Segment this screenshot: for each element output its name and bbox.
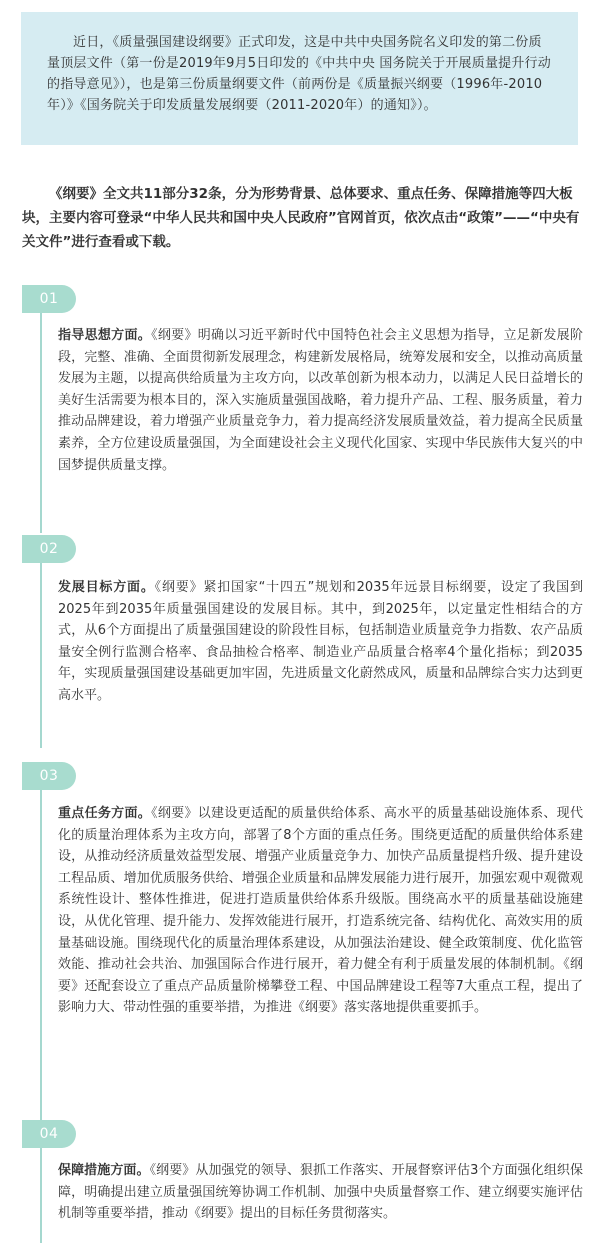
section-rail: [40, 298, 42, 533]
section-heading: 重点任务方面。: [58, 806, 152, 821]
section-number-badge: 03: [22, 762, 76, 790]
section-text: 《纲要》明确以习近平新时代中国特色社会主义思想为指导，立足新发展阶段，完整、准确、全面贯彻新发展理念，构建新发展格局，统筹发展和安全，以推动高质量发展为主题，以提高供给质量为主攻方向，以改革创新为根本动力，以满足人民日益增长的美好生活需要为根本目的，深入实施质量强国战略，着力提升产品、工程、服务质量，着力推动品牌建设，着力增强产业质量竞争力，着力提高经济发展质量效益，着力提高全民质量素养，全方位建设质量强国，为全面建设社会主义现代化国家、实现中华民族伟大复兴的中国梦提供质量支撑。: [58, 328, 583, 473]
section-heading: 发展目标方面。: [58, 580, 155, 595]
section-number-badge: 04: [22, 1120, 76, 1148]
section-heading: 保障措施方面。: [58, 1163, 150, 1178]
section-text: 《纲要》从加强党的领导、狠抓工作落实、开展督察评估3个方面强化组织保障，明确提出建立质量强国统筹协调工作机制、加强中央质量督察工作、建立纲要实施评估机制等重要举措，推动《纲要》提出的目标任务贯彻落实。: [58, 1163, 583, 1222]
section-text: 《纲要》以建设更适配的质量供给体系、高水平的质量基础设施体系、现代化的质量治理体系为主攻方向，部署了8个方面的重点任务。围绕更适配的质量供给体系建设，从推动经济质量效益型发展、增强产业质量竞争力、加快产品质量提档升级、提升建设工程品质、增加优质服务供给、增强企业质量和品牌发展能力进行展开，加强宏观中观微观系统性设计、整体性推进，促进打造质量供给体系升级版。围绕高水平的质量基础设施建设，从优化管理、提升能力、发挥效能进行展开，打造系统完备、结构优化、高效实用的质量基础设施。围绕现代化的质量治理体系建设，从加强法治建设、健全政策制度、优化监管效能、推动社会共治、加强国际合作进行展开，着力健全有利于质量发展的体制机制。《纲要》还配套设立了重点产品质量阶梯攀登工程、中国品牌建设工程等7大重点工程，提出了影响力大、带动性强的重要举措，为推进《纲要》落实落地提供重要抓手。: [58, 806, 583, 1016]
intro-box: [21, 12, 578, 145]
intro-text: 近日，《质量强国建设纲要》正式印发，这是中共中央国务院名义印发的第二份质量顶层文件（第一份是2019年9月5日印发的《中共中央 国务院关于开展质量提升行动的指导意见》），也是第三份质量纲要文件（前两份是《质量振兴纲要（1996年-2010年）》《国务院关于印发质量发展纲要（2011-2020年）的通知》）。: [47, 35, 551, 113]
section-number-badge: 01: [22, 285, 76, 313]
summary-paragraph: 《纲要》全文共11部分32条，分为形势背景、总体要求、重点任务、保障措施等四大板块，主要内容可登录“中华人民共和国中央人民政府”官网首页，依次点击“政策”——“中央有关文件”进行查看或下载。: [22, 186, 580, 250]
section-number-badge: 02: [22, 535, 76, 563]
section-rail: [40, 548, 42, 748]
section-body: [58, 803, 583, 1019]
section-rail: [40, 1133, 42, 1243]
section-body: [58, 325, 583, 476]
section-rail: [40, 775, 42, 1120]
section-body: [58, 577, 583, 707]
section-body: [58, 1160, 583, 1225]
section-heading: 指导思想方面。: [58, 328, 152, 343]
section-text: 《纲要》紧扣国家“十四五”规划和2035年远景目标纲要，设定了我国到2025年到2035年质量强国建设的发展目标。其中，到2025年，以定量定性相结合的方式，从6个方面提出了质量强国建设的阶段性目标，包括制造业质量竞争力指数、农产品质量安全例行监测合格率、食品抽检合格率、制造业产品质量合格率4个量化指标；到2035年，实现质量强国建设基础更加牢固，先进质量文化蔚然成风，质量和品牌综合实力达到更高水平。: [58, 580, 583, 703]
